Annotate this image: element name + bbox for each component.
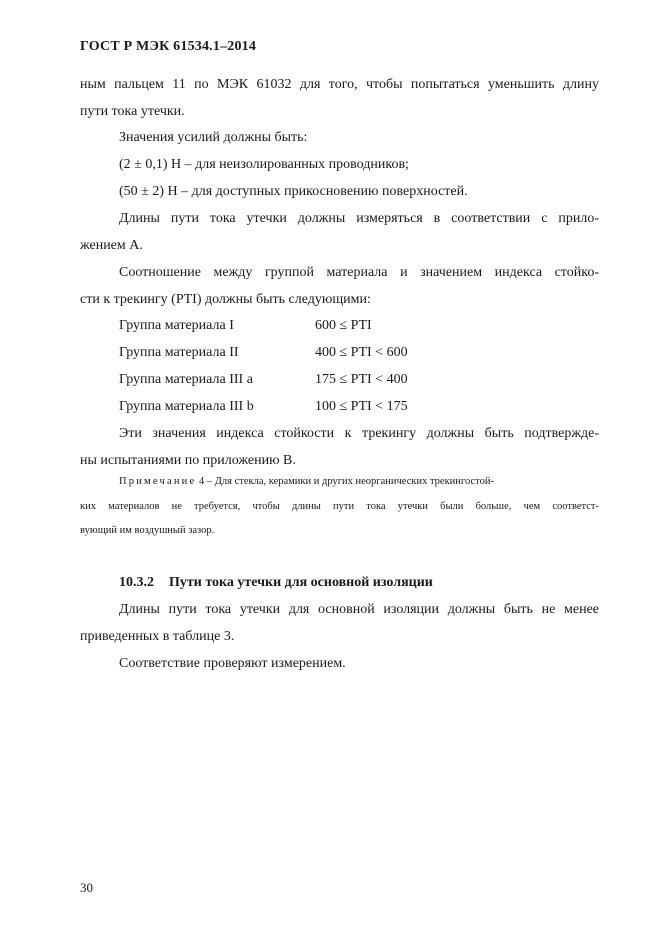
note-line — [119, 470, 599, 494]
paragraph-line: Соотношение между группой материала и значением индекса стойко- — [119, 265, 599, 280]
paragraph: (2 ± 0,1) Н – для неизолированных проводников; — [119, 157, 409, 172]
section-number: 10.3.2 — [119, 575, 154, 590]
material-group-pti: 400 ≤ PTI < 600 — [315, 345, 408, 360]
material-group-name: Группа материала III а — [119, 372, 253, 387]
note-text: 4 – Для стекла, керамики и других неорганических трекингостой- — [196, 476, 494, 487]
paragraph: (50 ± 2) Н – для доступных прикосновению поверхностей. — [119, 184, 468, 199]
document-header: ГОСТ Р МЭК 61534.1–2014 — [80, 39, 257, 54]
paragraph-line: ны испытаниями по приложению В. — [80, 453, 296, 468]
paragraph-line: сти к трекингу (PTI) должны быть следующими: — [80, 292, 371, 307]
material-group-name: Группа материала III b — [119, 399, 254, 414]
note-label: Примечание — [119, 476, 197, 487]
paragraph: Соответствие проверяют измерением. — [119, 656, 346, 671]
paragraph: Значения усилий должны быть: — [119, 130, 308, 145]
paragraph-line: Длины пути тока утечки для основной изоляции должны быть не менее — [119, 602, 599, 617]
page-number: 30 — [80, 880, 93, 895]
section-title: Пути тока утечки для основной изоляции — [169, 575, 433, 590]
paragraph-line: Длины пути тока утечки должны измеряться в соответствии с прило- — [119, 211, 599, 226]
material-group-pti: 175 ≤ PTI < 400 — [315, 372, 408, 387]
paragraph-line: ным пальцем 11 по МЭК 61032 для того, чтобы попытаться уменьшить длину — [80, 77, 599, 92]
paragraph-line: жением А. — [80, 238, 143, 253]
material-group-name: Группа материала I — [119, 318, 234, 333]
material-group-pti: 600 ≤ PTI — [315, 318, 372, 333]
paragraph-line: приведенных в таблице 3. — [80, 629, 235, 644]
section-heading — [119, 569, 433, 596]
note-line: ких материалов не требуется, чтобы длины пути тока утечки были больше, чем соответст- — [80, 501, 599, 512]
material-group-pti: 100 ≤ PTI < 175 — [315, 399, 408, 414]
paragraph-line: пути тока утечки. — [80, 104, 185, 119]
material-group-name: Группа материала II — [119, 345, 239, 360]
paragraph-line: Эти значения индекса стойкости к трекингу должны быть подтвержде- — [119, 426, 599, 441]
note-line: вующий им воздушный зазор. — [80, 525, 215, 536]
